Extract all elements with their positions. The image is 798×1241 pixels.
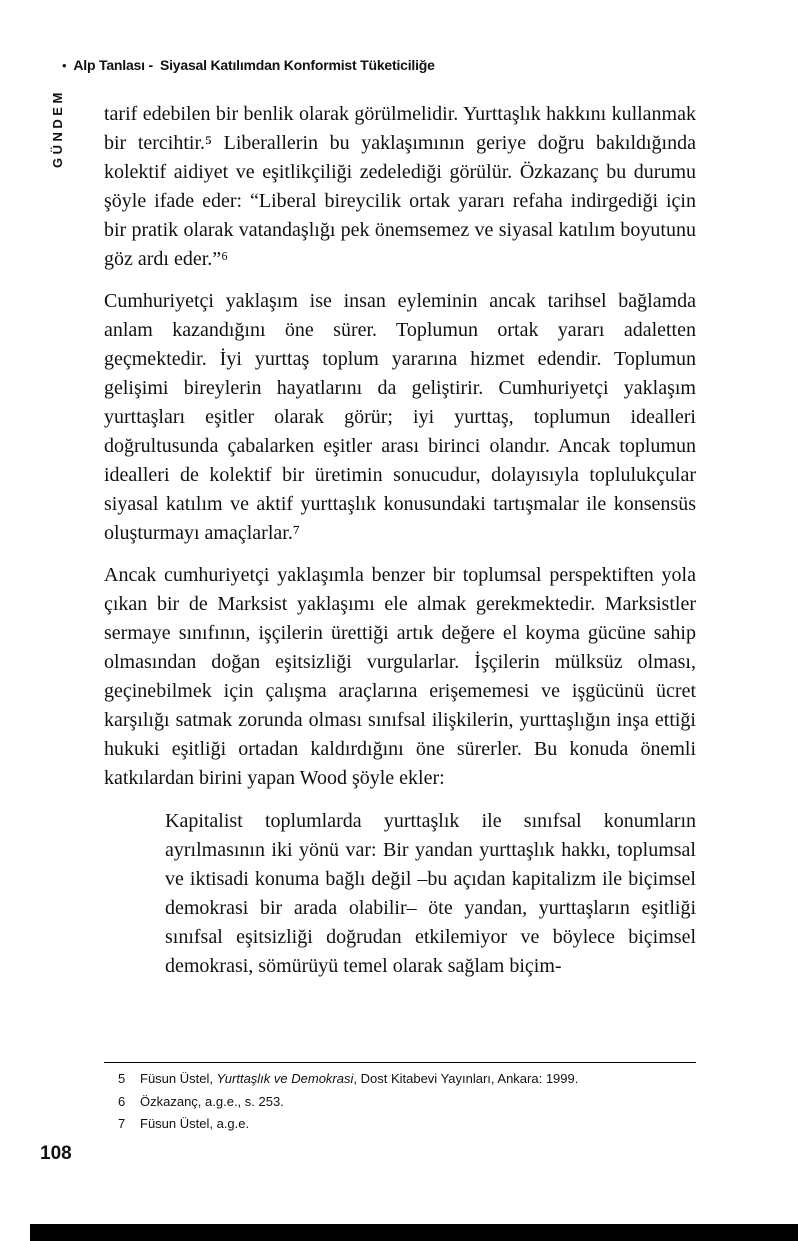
block-quote: Kapitalist toplumlarda yurttaşlık ile sınıfsal konumların ayrılmasının iki yönü var: Bir yandan yurttaşlık hakkı, toplumsal ve iktisadi konuma bağlı değil –bu açıdan kapitalizm ile biçimsel demokrasi bir arada olabilir– öte yandan, yurttaşların eşitliği sınıfsal eşitsizliği doğrudan etkilemiyor ve böylece biçimsel demokrasi, sömürüyü temel olarak sağlam biçim- xyxy=(165,810,696,977)
body-paragraph: tarif edebilen bir benlik olarak görülmelidir. Yurttaşlık hakkını kullanmak bir tercihtir.⁵ Liberallerin bu yaklaşımının geriye doğru bakıldığında kolektif aidiyet ve eşitlikçiliği zedelediği görülür. Özkazanç bu durumu şöyle ifade eder: “Liberal bireycilik ortak yararı refaha indirgediği için bir pratik olarak vatandaşlığı pek önemsemez ve siyasal katılım boyutunu göz ardı eder.”⁶ xyxy=(104,103,696,270)
footnotes-section xyxy=(104,1062,696,1138)
footnote-row xyxy=(104,1093,696,1111)
book-title-label: Siyasal Katılımdan Konformist Tüketiciliğe xyxy=(159,57,435,73)
footnote-text-italic: Yurttaşlık ve Demokrasi xyxy=(216,1071,354,1086)
bullet-icon: • xyxy=(62,57,67,73)
footnote-text-pre: Özkazanç, a.g.e., s. 253. xyxy=(140,1093,284,1109)
body-paragraph: Ancak cumhuriyetçi yaklaşımla benzer bir toplumsal perspektiften yola çıkan bir de Marksist yaklaşımı ele almak gerekmektedir. Marksistler sermaye sınıfının, işçilerin ürettiği artık değere el koyma gücüne sahip olmasından doğan eşitsizliği vurgularlar. İşçilerin mülksüz olması, geçinebilmek için çalışma araçlarına erişememesi ve işgücünü ücret karşılığı satmak zorunda olması sınıfsal ilişkilerin, yurttaşlığın inşa ettiği hukuki eşitliği ortadan kaldırdığını öne sürerler. Bu konuda önemli katkılardan birini yapan Wood şöyle ekler: xyxy=(104,564,696,789)
footnote-number: 6 xyxy=(118,1093,126,1109)
footnote-number: 5 xyxy=(118,1071,126,1086)
body-text xyxy=(104,100,696,981)
body-paragraph: Cumhuriyetçi yaklaşım ise insan eyleminin ancak tarihsel bağlamda anlam kazandığını öne sürer. Toplumun ortak yararı adaletten geçmektedir. İyi yurttaş toplum yararına hizmet edendir. Toplumun gelişimi bireylerin hayatlarını da geliştirir. Cumhuriyetçi yaklaşım yurttaşları eşitler olarak görür; iyi yurttaş, toplumun idealleri doğrultusunda çabalarken eşitler arası birinci olandır. Ancak toplumun idealleri de kolektif bir üretimin sonucudur, dolayısıyla toplulukçular siyasal katılım ve aktif yurttaşlık konusundaki tartışmalar ile konsensüs oluşturmayı amaçlarlar.⁷ xyxy=(104,290,696,544)
bottom-black-bar xyxy=(30,1224,798,1241)
footnote-text-post: , Dost Kitabevi Yayınları, Ankara: 1999. xyxy=(353,1071,579,1086)
footnote-number: 7 xyxy=(118,1116,126,1132)
footnote-row xyxy=(104,1115,696,1133)
footnote-text xyxy=(140,1093,696,1111)
footnote-text xyxy=(140,1070,696,1088)
page-number: 108 xyxy=(40,1143,72,1164)
footnote-text-pre: Füsun Üstel, xyxy=(140,1071,217,1086)
footnote-text-pre: Füsun Üstel, a.g.e. xyxy=(140,1116,250,1132)
running-header xyxy=(62,57,435,73)
footnote-row xyxy=(104,1070,696,1088)
author-label: Alp Tanlası - xyxy=(73,57,153,73)
footnote-text xyxy=(140,1115,696,1133)
section-margin-label: GÜNDEM xyxy=(50,89,65,168)
